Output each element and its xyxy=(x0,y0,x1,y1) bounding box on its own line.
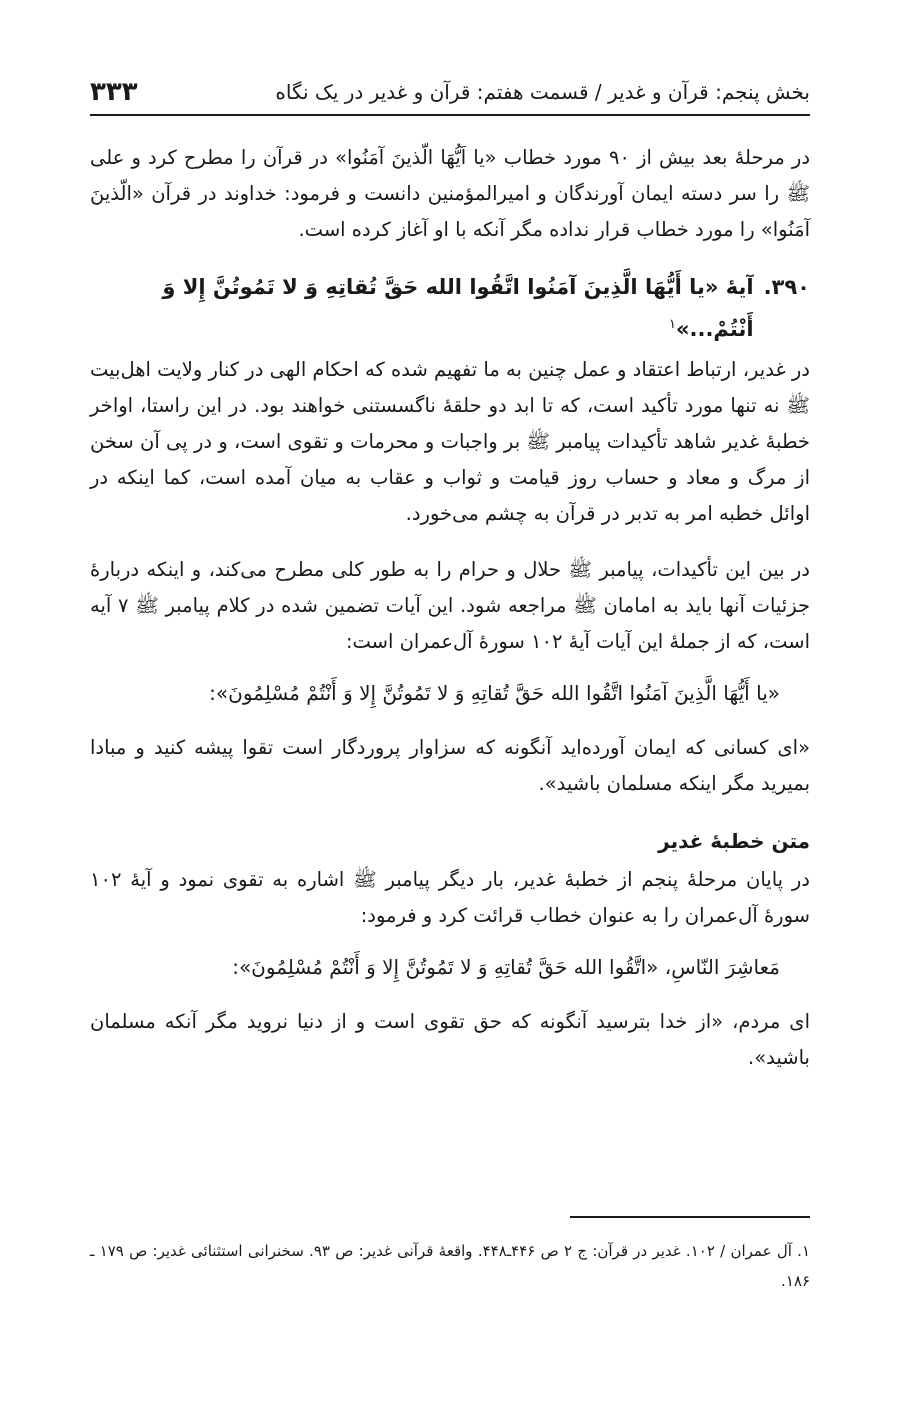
ayah-title: آیۀ «یا أَیُّهَا الَّذِینَ آمَنُوا اتَّقُوا الله حَقَّ تُقاتِهِ وَ لا تَمُوتُنَّ إِلا وَ أَنْتُمْ...» xyxy=(162,275,754,341)
paragraph-5: در پایان مرحلۀ پنجم از خطبۀ غدیر، بار دیگر پیامبر ﷺ اشاره به تقوی نمود و آیۀ ۱۰۲ سورۀ آل‌عمران را به عنوان خطاب قرائت کرد و فرمود: xyxy=(90,868,810,927)
quran-quote-1: «یا أَیُّهَا الَّذِینَ آمَنُوا اتَّقُوا الله حَقَّ تُقاتِهِ وَ لا تَمُوتُنَّ إِلا وَ أَنْتُمْ مُسْلِمُونَ»: xyxy=(209,681,780,705)
page-number: ۳۳۳ xyxy=(90,77,138,107)
footnote-divider xyxy=(570,1216,810,1218)
ayah-number: ۳۹۰. xyxy=(763,275,810,299)
paragraph-1: در مرحلۀ بعد بیش از ۹۰ مورد خطاب «یا اَیُّهَا الّذینَ آمَنُوا» در قرآن را مطرح کرد و علی ﷺ را سر دسته ایمان آورندگان و امیرالمؤمنین دانست و فرمود: خداوند در قرآن «الّذینَ آمَنُوا» را مورد خطاب قرار نداده مگر آنکه با او آغاز کرده است. xyxy=(90,146,811,241)
footnote-marker[interactable]: ۱ xyxy=(668,317,676,332)
paragraph-4: «ای کسانی که ایمان آورده‌اید آنگونه که سزاوار پروردگار است تقوا پیشه کنید و مبادا بمیرید مگر اینکه مسلمان باشید». xyxy=(90,736,810,795)
ayah-heading-text xyxy=(90,268,754,348)
main-text xyxy=(90,140,810,1096)
running-header xyxy=(90,70,810,116)
book-page xyxy=(90,0,810,1405)
paragraph-6: ای مردم، «از خدا بترسید آنگونه که حق تقوی است و از دنیا نروید مگر آنکه مسلمان باشید». xyxy=(90,1010,810,1069)
paragraph-3: در بین این تأکیدات، پیامبر ﷺ حلال و حرام را به طور کلی مطرح می‌کند، و اینکه دربارۀ جزئیات آنها باید به امامان ﷺ مراجعه شود. این آیات تضمین شده در کلام پیامبر ﷺ ۷ آیه است، که از جملۀ این آیات آیۀ ۱۰۲ سورۀ آل‌عمران است: xyxy=(90,558,811,653)
ayah-heading xyxy=(90,268,810,348)
paragraph-2: در غدیر، ارتباط اعتقاد و عمل چنین به ما تفهیم شده که احکام الهی در کنار ولایت اهل‌بیت ﷺ نه تنها مورد تأکید است، که تا ابد دو حلقۀ ناگسستنی خواهند بود. در این راستا، اواخر خطبۀ غدیر شاهد تأکیدات پیامبر ﷺ بر واجبات و محرمات و تقوی است، و در پی آن سخن از مرگ و معاد و حساب روز قیامت و ثواب و عقاب به میان آمده است، کما اینکه در اوائل خطبه امر به تدبر در قرآن به چشم می‌خورد. xyxy=(90,358,810,525)
section-heading: متن خطبۀ غدیر xyxy=(658,829,810,853)
header-title: بخش پنجم: قرآن و غدیر / قسمت هفتم: قرآن و غدیر در یک نگاه xyxy=(275,80,810,104)
footnote: ۱. آل عمران / ۱۰۲. غدیر در قرآن: ج ۲ ص ۴۴۶ـ۴۴۸. واقعۀ قرآنی غدیر: ص ۹۳. سخنرانی استثنائی غدیر: ص ۱۷۹ ـ ۱۸۶. xyxy=(90,1242,811,1290)
quran-quote-2: مَعاشِرَ النّاسِ، «اتَّقُوا الله حَقَّ تُقاتِهِ وَ لا تَمُوتُنَّ إِلا وَ أَنْتُمْ مُسْلِمُونَ»: xyxy=(232,955,780,979)
